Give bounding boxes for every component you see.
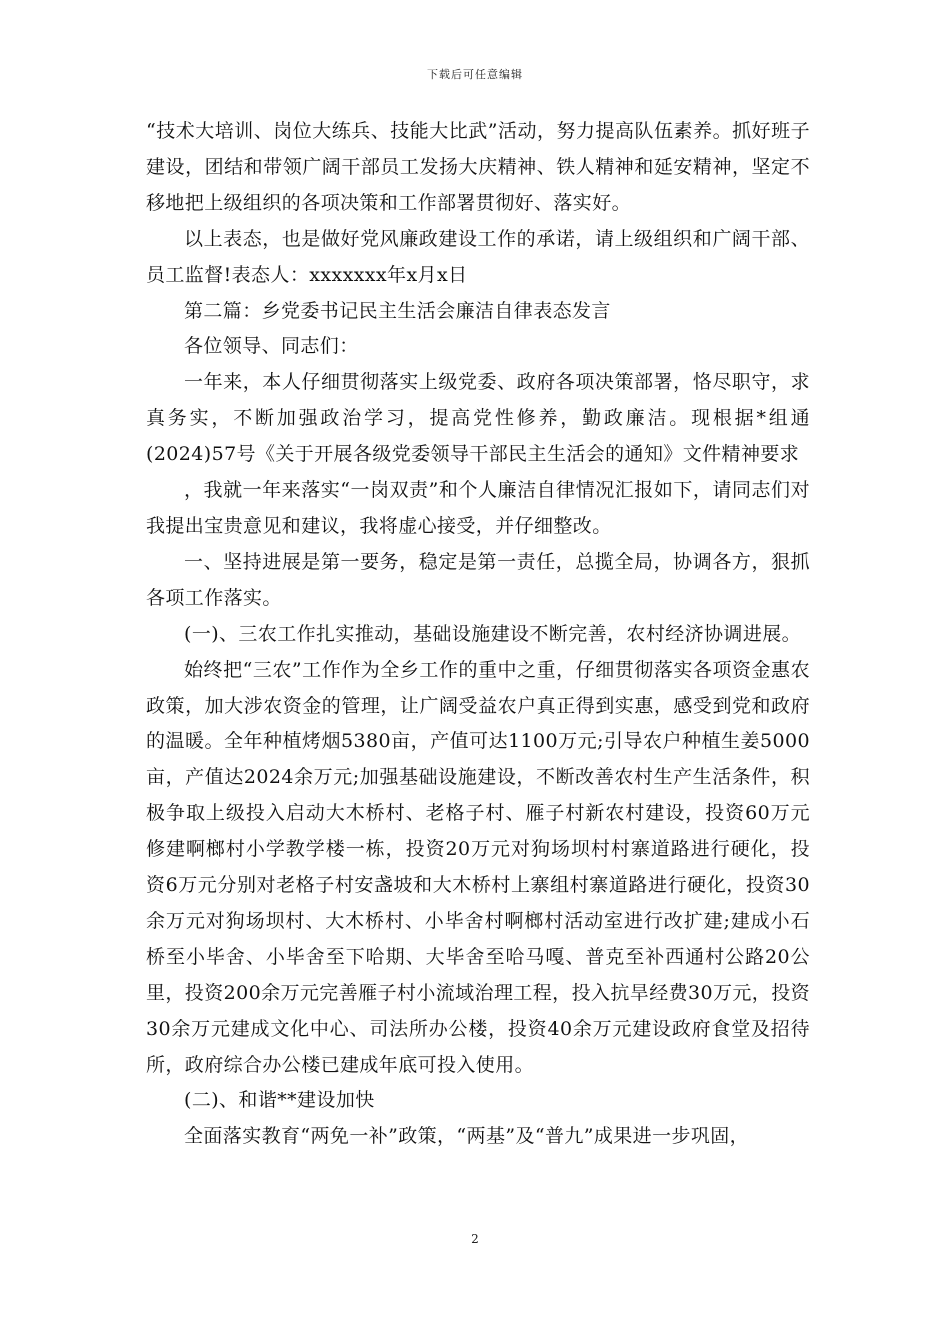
paragraph: 始终把“三农”工作作为全乡工作的重中之重，仔细贯彻落实各项资金惠农政策，加大涉农资金的管理，让广阔受益农户真正得到实惠，感受到党和政府的温暖。全年种植烤烟5380亩，产值可达1100万元;引导农户种植生姜5000亩，产值达2024余万元;加强基础设施建设，不断改善农村生产生活条件，积极争取上级投入启动大木桥村、老格子村、雁子村新农村建设，投资60万元修建啊榔村小学教学楼一栋，投资20万元对狗场坝村村寨道路进行硬化，投资6万元分别对老格子村安盏坡和大木桥村上寨组村寨道路进行硬化，投资30余万元对狗场坝村、大木桥村、小毕舍村啊榔村活动室进行改扩建;建成小石桥至小毕舍、小毕舍至下哈期、大毕舍至哈马嘎、普克至补西通村公路20公里，投资200余万元完善雁子村小流域治理工程，投入抗旱经费30万元，投资30余万元建成文化中心、司法所办公楼，投资40余万元建设政府食堂及招待所，政府综合办公楼已建成年底可投入使用。 (146, 658, 810, 1076)
paragraph: “技术大培训、岗位大练兵、技能大比武”活动，努力提高队伍素养。抓好班子建设，团结和带领广阔干部员工发扬大庆精神、铁人精神和延安精神，坚定不移地把上级组织的各项决策和工作部署贯彻好、落实好。 (146, 120, 810, 214)
subsection-heading: (一)、三农工作扎实推动，基础设施建设不断完善，农村经济协调进展。 (184, 622, 802, 645)
document-body (146, 114, 810, 1155)
paragraph: 全面落实教育“两免一补”政策，“两基”及“普九”成果进一步巩固， (184, 1125, 750, 1148)
paragraph: 以上表态，也是做好党风廉政建设工作的承诺，请上级组织和广阔干部、员工监督!表态人：xxxxxxx年x月x日 (146, 227, 810, 286)
section-heading: 一、坚持进展是第一要务，稳定是第一责任，总揽全局，协调各方，狠抓各项工作落实。 (146, 550, 810, 609)
page-number: 2 (471, 1232, 479, 1246)
salutation: 各位领导、同志们： (184, 335, 359, 358)
section-heading: 第二篇：乡党委书记民主生活会廉洁自律表态发言 (184, 299, 611, 322)
paragraph: ，我就一年来落实“一岗双责”和个人廉洁自律情况汇报如下，请同志们对我提出宝贵意见和建议，我将虚心接受，并仔细整改。 (146, 479, 810, 537)
subsection-heading: (二)、和谐**建设加快 (184, 1089, 375, 1112)
page-header: 下载后可任意编辑 (427, 68, 523, 81)
paragraph: 一年来，本人仔细贯彻落实上级党委、政府各项决策部署，恪尽职守，求真务实，不断加强政治学习，提高党性修养，勤政廉洁。现根据*组通(2024)57号《关于开展各级党委领导干部民主生活会的通知》文件精神要求 (146, 371, 810, 466)
